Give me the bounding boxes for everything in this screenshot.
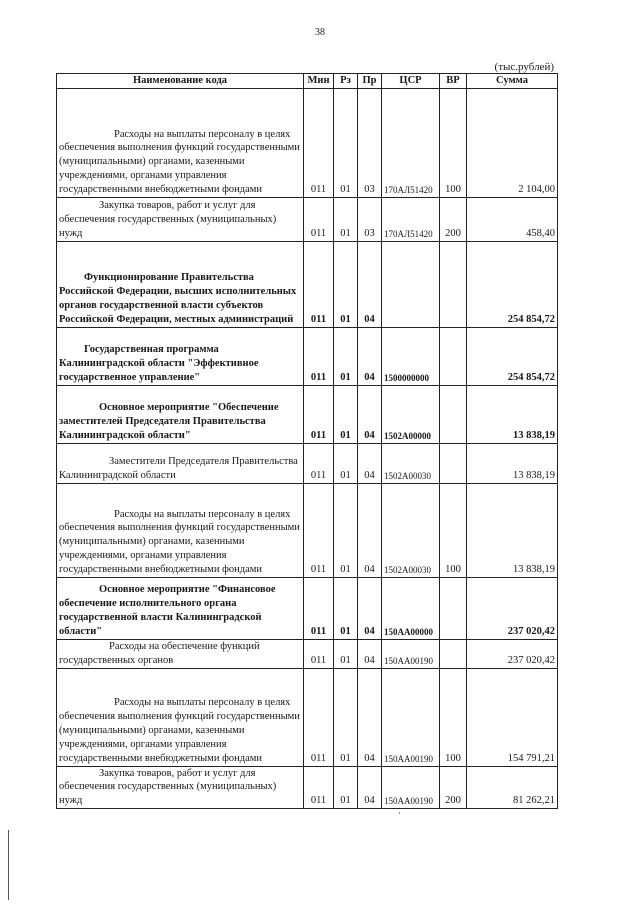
rz-cell: 01	[334, 668, 358, 766]
table-row	[57, 327, 558, 385]
min-cell: 011	[304, 241, 334, 327]
sum-cell: 2 104,00	[467, 88, 558, 197]
rz-cell: 01	[334, 766, 358, 809]
csr-cell	[382, 241, 440, 327]
units-note: (тыс.рублей)	[494, 61, 554, 73]
rz-cell: 01	[334, 88, 358, 197]
csr-cell: 170АЛ51420	[382, 88, 440, 197]
sum-cell: 13 838,19	[467, 443, 558, 483]
table-row	[57, 483, 558, 577]
row-label: Закупка товаров, работ и услуг для обеспечения государственных (муниципальных) нужд	[59, 200, 277, 239]
csr-cell: 1502А00030	[382, 443, 440, 483]
csr-cell: 170АЛ51420	[382, 197, 440, 241]
csr-cell: 1502А00030	[382, 483, 440, 577]
table-row	[57, 766, 558, 809]
pr-cell: 04	[358, 241, 382, 327]
budget-table	[56, 73, 558, 809]
row-label: Основное мероприятие "Обеспечение заместителей Председателя Правительства Калининградской области"	[59, 402, 279, 441]
vr-cell	[440, 327, 467, 385]
name-cell	[57, 639, 304, 668]
pr-cell: 04	[358, 483, 382, 577]
min-cell: 011	[304, 88, 334, 197]
col-header-rz: Рз	[334, 74, 358, 89]
row-label: Закупка товаров, работ и услуг для обеспечения государственных (муниципальных) нужд	[59, 767, 277, 807]
col-header-name: Наименование кода	[57, 74, 304, 89]
csr-cell: 150АА00190	[382, 639, 440, 668]
min-cell: 011	[304, 766, 334, 809]
table-row	[57, 385, 558, 443]
pr-cell: 04	[358, 577, 382, 639]
name-cell	[57, 197, 304, 241]
table-row	[57, 668, 558, 766]
pr-cell: 04	[358, 639, 382, 668]
min-cell: 011	[304, 385, 334, 443]
col-header-vr: ВР	[440, 74, 467, 89]
vr-cell: 100	[440, 483, 467, 577]
sum-cell: 458,40	[467, 197, 558, 241]
csr-cell: 1500000000	[382, 327, 440, 385]
table-row	[57, 577, 558, 639]
pr-cell: 04	[358, 668, 382, 766]
min-cell: 011	[304, 483, 334, 577]
page-number: 38	[315, 27, 325, 38]
row-label: Заместители Председателя Правительства Калининградской области	[59, 456, 298, 481]
vr-cell: 200	[440, 766, 467, 809]
min-cell: 011	[304, 577, 334, 639]
rz-cell: 01	[334, 639, 358, 668]
pr-cell: 04	[358, 385, 382, 443]
name-cell	[57, 668, 304, 766]
pr-cell: 04	[358, 327, 382, 385]
sum-cell: 81 262,21	[467, 766, 558, 809]
table-row	[57, 88, 558, 197]
row-label: Расходы на выплаты персоналу в целях обеспечения выполнения функций государственными (муниципальными) органами, казенными учреждениями, органами управления государственными внебюджетными фондами	[59, 128, 300, 195]
name-cell	[57, 385, 304, 443]
min-cell: 011	[304, 639, 334, 668]
table-row	[57, 443, 558, 483]
vr-cell	[440, 639, 467, 668]
csr-cell: 150АА00190	[382, 766, 440, 809]
rz-cell: 01	[334, 577, 358, 639]
sum-cell: 254 854,72	[467, 241, 558, 327]
pr-cell: 04	[358, 443, 382, 483]
pr-cell: 04	[358, 766, 382, 809]
rz-cell: 01	[334, 241, 358, 327]
sum-cell: 154 791,21	[467, 668, 558, 766]
table-row	[57, 197, 558, 241]
vr-cell: 100	[440, 668, 467, 766]
name-cell	[57, 577, 304, 639]
row-label: Основное мероприятие "Финансовое обеспечение исполнительного органа государственной власти Калининградской области"	[59, 584, 276, 637]
csr-cell: 1502А00000	[382, 385, 440, 443]
csr-cell: 150АА00000	[382, 577, 440, 639]
sum-cell: 237 020,42	[467, 577, 558, 639]
name-cell	[57, 327, 304, 385]
scan-mark	[399, 812, 400, 814]
rz-cell: 01	[334, 197, 358, 241]
sum-cell: 13 838,19	[467, 385, 558, 443]
vr-cell: 100	[440, 88, 467, 197]
name-cell	[57, 241, 304, 327]
row-label: Расходы на выплаты персоналу в целях обеспечения выполнения функций государственными (муниципальными) органами, казенными учреждениями, органами управления государственными внебюджетными фондами	[59, 508, 300, 575]
sum-cell: 254 854,72	[467, 327, 558, 385]
row-label: Государственная программа Калининградской области "Эффективное государственное управление"	[59, 344, 259, 383]
pr-cell: 03	[358, 88, 382, 197]
name-cell	[57, 766, 304, 809]
rz-cell: 01	[334, 327, 358, 385]
vr-cell	[440, 385, 467, 443]
row-label: Расходы на обеспечение функций государственных органов	[59, 640, 260, 666]
vr-cell	[440, 577, 467, 639]
vr-cell	[440, 443, 467, 483]
min-cell: 011	[304, 327, 334, 385]
csr-cell: 150АА00190	[382, 668, 440, 766]
vr-cell	[440, 241, 467, 327]
scan-mark	[8, 830, 9, 900]
table-header-row	[57, 74, 558, 89]
name-cell	[57, 88, 304, 197]
row-label: Функционирование Правительства Российской Федерации, высших исполнительных органов государственной власти субъектов Российской Федерации, местных администраций	[59, 272, 297, 325]
name-cell	[57, 443, 304, 483]
col-header-csr: ЦСР	[382, 74, 440, 89]
vr-cell: 200	[440, 197, 467, 241]
rz-cell: 01	[334, 483, 358, 577]
min-cell: 011	[304, 668, 334, 766]
min-cell: 011	[304, 443, 334, 483]
sum-cell: 237 020,42	[467, 639, 558, 668]
col-header-pr: Пр	[358, 74, 382, 89]
rz-cell: 01	[334, 443, 358, 483]
min-cell: 011	[304, 197, 334, 241]
col-header-sum: Сумма	[467, 74, 558, 89]
sum-cell: 13 838,19	[467, 483, 558, 577]
col-header-min: Мин	[304, 74, 334, 89]
row-label: Расходы на выплаты персоналу в целях обеспечения выполнения функций государственными (муниципальными) органами, казенными учреждениями, органами управления государственными внебюджетными фондами	[59, 697, 300, 764]
pr-cell: 03	[358, 197, 382, 241]
name-cell	[57, 483, 304, 577]
rz-cell: 01	[334, 385, 358, 443]
table-row	[57, 241, 558, 327]
table-row	[57, 639, 558, 668]
